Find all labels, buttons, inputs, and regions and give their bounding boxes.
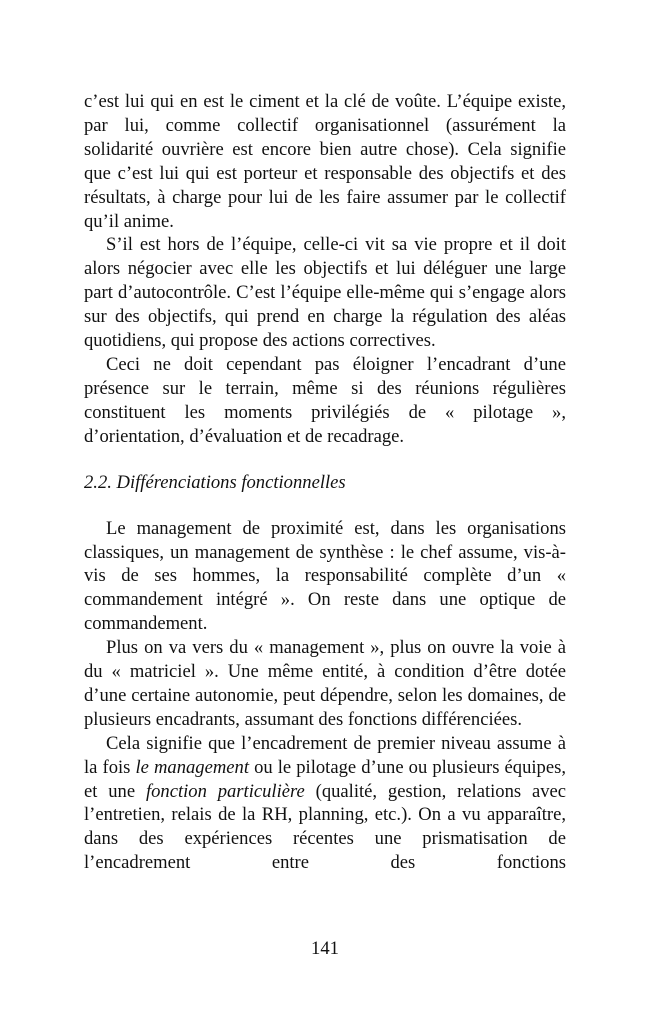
paragraph-4: Le management de proximité est, dans les organisations classiques, un management de synthèse : le chef assume, vis-à-vis de ses hommes, la responsabilité complète d’un « commandement intégré ». On reste dans une optique de commandement.: [84, 517, 566, 635]
paragraph-6-emphasis-1: le management: [135, 756, 249, 778]
paragraph-2: S’il est hors de l’équipe, celle-ci vit sa vie propre et il doit alors négocier avec elle les objectifs et lui déléguer une large part d’autocontrôle. C’est l’équipe elle-même qui s’engage alors sur des objectifs, qui prend en charge la régulation des aléas quotidiens, qui propose des actions correctives.: [84, 234, 566, 352]
paragraph-6-part-3: (qualité, gestion, relations avec l’entretien, relais de la RH, planning, etc.). On a vu apparaître, dans des expériences récentes une prismatisation de l’encadrement entre des fonctions: [84, 780, 567, 874]
paragraph-1: c’est lui qui en est le ciment et la clé de voûte. L’équipe existe, par lui, comme collectif organisationnel (assurément la solidarité ouvrière est encore bien autre chose). Cela signifie que c’est lui qui est porteur et responsable des objectifs et des résultats, à charge pour lui de les faire assumer par le collectif qu’il anime.: [84, 91, 566, 232]
page-number: 141: [311, 938, 339, 959]
paragraph-6-part-2: ou le pilotage d’une ou plusieurs équipes, et une: [84, 756, 566, 802]
paragraph-3: Ceci ne doit cependant pas éloigner l’encadrant d’une présence sur le terrain, même si des réunions régulières constituent les moments privilégiés de « pilotage », d’orientation, d’évaluation et de recadrage.: [84, 353, 566, 447]
paragraph-6-part-1: Cela signifie que l’encadrement de premier niveau assume à la fois: [84, 732, 566, 778]
page-body: [84, 90, 566, 875]
paragraph-5: Plus on va vers du « management », plus on ouvre la voie à du « matriciel ». Une même entité, à condition d’être dotée d’une certaine autonomie, peut dépendre, selon les domaines, de plusieurs encadrants, assumant des fonctions différenciées.: [84, 637, 566, 730]
paragraph-6-emphasis-2: fonction particulière: [145, 780, 305, 802]
paragraph-6: [84, 732, 566, 875]
section-heading: 2.2. Différenciations fonctionnelles: [84, 471, 346, 493]
